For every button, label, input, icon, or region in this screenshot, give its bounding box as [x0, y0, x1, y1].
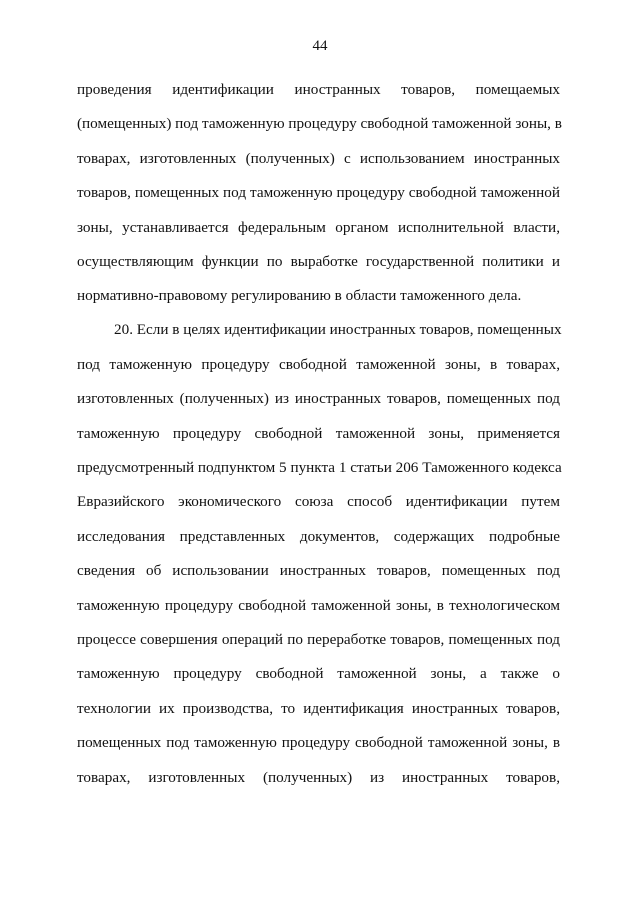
text-line: таможенную процедуру свободной таможенной зоны, а также о: [77, 665, 560, 682]
text-line: помещенных под таможенную процедуру свободной таможенной зоны, в: [77, 734, 560, 751]
paragraph-first-line: 20. Если в целях идентификации иностранных товаров, помещенных: [114, 321, 562, 338]
page-number: 44: [312, 38, 328, 54]
text-line: нормативно-правовому регулированию в области таможенного дела.: [77, 287, 522, 304]
text-line: изготовленных (полученных) из иностранных товаров, помещенных под: [77, 390, 560, 407]
text-line: зоны, устанавливается федеральным органом исполнительной власти,: [77, 219, 560, 236]
text-line: товарах, изготовленных (полученных) из иностранных товаров,: [77, 769, 560, 786]
text-line: таможенную процедуру свободной таможенной зоны, применяется: [77, 425, 560, 442]
text-line: (помещенных) под таможенную процедуру свободной таможенной зоны, в: [77, 115, 562, 132]
text-line: технологии их производства, то идентификация иностранных товаров,: [77, 700, 560, 717]
text-line: товаров, помещенных под таможенную процедуру свободной таможенной: [77, 184, 560, 201]
text-line: процессе совершения операций по переработке товаров, помещенных под: [77, 631, 560, 648]
text-line: таможенную процедуру свободной таможенной зоны, в технологическом: [77, 597, 560, 614]
text-line: осуществляющим функции по выработке государственной политики и: [77, 253, 560, 270]
text-line: Евразийского экономического союза способ идентификации путем: [77, 493, 560, 510]
text-line: сведения об использовании иностранных товаров, помещенных под: [77, 562, 560, 579]
text-line: предусмотренный подпунктом 5 пункта 1 статьи 206 Таможенного кодекса: [77, 459, 562, 476]
text-line: проведения идентификации иностранных товаров, помещаемых: [77, 81, 560, 98]
text-line: исследования представленных документов, содержащих подробные: [77, 528, 560, 545]
text-line: товарах, изготовленных (полученных) с использованием иностранных: [77, 150, 560, 167]
text-line: под таможенную процедуру свободной таможенной зоны, в товарах,: [77, 356, 560, 373]
